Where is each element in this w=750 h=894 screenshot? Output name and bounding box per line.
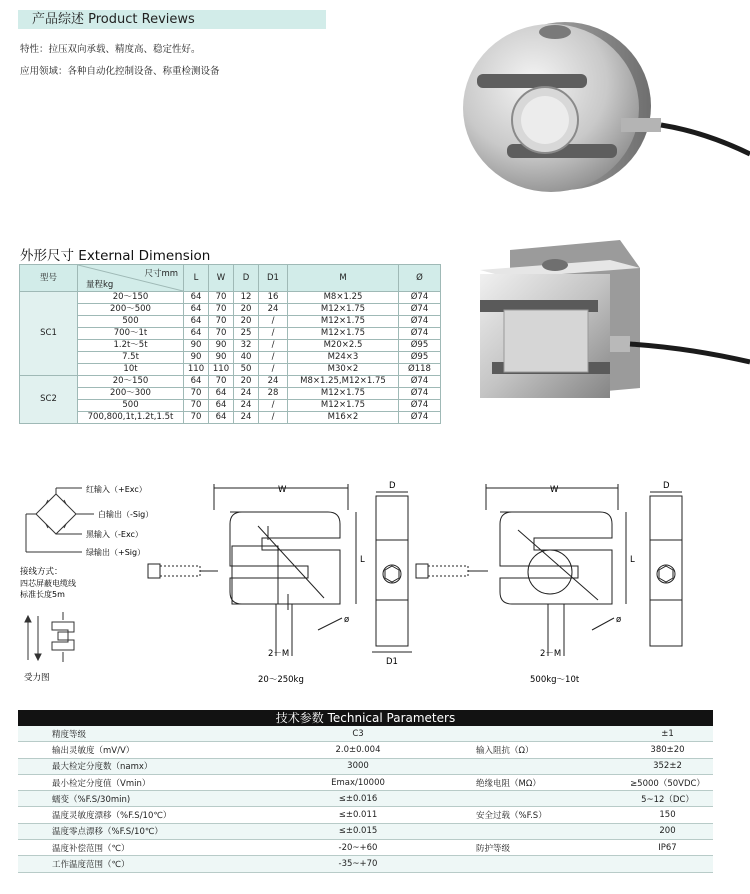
parameter-cell-d: 352±2	[622, 758, 713, 774]
dimension-cell-phi: Ø74	[399, 388, 441, 400]
dimension-cell-L: 70	[184, 400, 209, 412]
wire-green-label: 绿输出（+Sig）	[86, 548, 146, 557]
dimension-cell-range: 700～1t	[78, 328, 184, 340]
parameter-cell-d: ±1	[622, 726, 713, 742]
col-M: M	[288, 265, 399, 292]
dimension-cell-range: 200～300	[78, 388, 184, 400]
parameter-row	[18, 856, 713, 872]
parameter-cell-b: ≤±0.011	[274, 807, 442, 823]
cable-length-label: 标准长度5m	[20, 590, 65, 599]
parameter-cell-b: 3000	[274, 758, 442, 774]
dimension-cell-M: M12×1.75	[288, 328, 399, 340]
range-unit-label: 量程kg	[86, 280, 114, 290]
dimension-cell-D: 24	[234, 388, 259, 400]
technical-drawings	[18, 470, 718, 690]
model-header: 型号	[20, 265, 78, 292]
dim-phi-large: ø	[616, 615, 622, 625]
parameter-cell-c	[442, 856, 622, 872]
external-dimension-heading: 外形尺寸 External Dimension	[20, 248, 211, 264]
dim-M-large: 2－M	[540, 649, 562, 659]
side-view-small	[372, 492, 412, 652]
model-cell: SC2	[20, 376, 78, 424]
dim-D1-small: D1	[386, 657, 398, 667]
parameter-cell-c	[442, 823, 622, 839]
force-diagram-label: 受力图	[24, 673, 50, 683]
parameter-row	[18, 823, 713, 839]
dimension-cell-M: M8×1.25	[288, 292, 399, 304]
dimension-cell-D: 40	[234, 352, 259, 364]
dimension-cell-L: 64	[184, 376, 209, 388]
dimension-cell-D1: /	[259, 400, 288, 412]
front-view-large	[416, 484, 626, 656]
dimension-cell-D1: /	[259, 364, 288, 376]
dimension-cell-W: 70	[209, 328, 234, 340]
dimension-cell-range: 500	[78, 400, 184, 412]
parameter-cell-c: 输入阻抗（Ω）	[442, 742, 622, 758]
model-cell: SC1	[20, 292, 78, 376]
dimension-row	[20, 352, 441, 364]
parameter-row	[18, 840, 713, 856]
parameter-cell-d: IP67	[622, 840, 713, 856]
dimension-cell-M: M12×1.75	[288, 304, 399, 316]
cable-type-label: 四芯屏蔽电缆线	[20, 579, 76, 588]
parameter-cell-b: ≤±0.016	[274, 791, 442, 807]
dimension-cell-W: 70	[209, 304, 234, 316]
dimension-cell-W: 90	[209, 340, 234, 352]
dimension-cell-phi: Ø74	[399, 316, 441, 328]
dimension-row	[20, 364, 441, 376]
dimension-cell-D1: 24	[259, 376, 288, 388]
parameter-row	[18, 774, 713, 790]
dimension-table	[19, 264, 441, 424]
dimension-cell-D1: /	[259, 352, 288, 364]
parameter-cell-c: 绝缘电阻（MΩ）	[442, 774, 622, 790]
dimension-row	[20, 304, 441, 316]
parameter-cell-b: Emax/10000	[274, 774, 442, 790]
parameter-cell-a: 输出灵敏度（mV/V）	[18, 742, 274, 758]
dimension-cell-D1: /	[259, 328, 288, 340]
dimension-cell-L: 110	[184, 364, 209, 376]
dimension-row	[20, 328, 441, 340]
wire-white-label: 白输出（-Sig）	[98, 510, 154, 519]
dimension-cell-D: 50	[234, 364, 259, 376]
dimension-cell-D1: 16	[259, 292, 288, 304]
dimension-cell-range: 10t	[78, 364, 184, 376]
parameter-cell-d	[622, 856, 713, 872]
dimension-cell-L: 64	[184, 316, 209, 328]
dimension-cell-D1: /	[259, 340, 288, 352]
dimension-cell-D: 32	[234, 340, 259, 352]
parameter-cell-d: 200	[622, 823, 713, 839]
parameter-cell-d: 5~12（DC）	[622, 791, 713, 807]
caption-large-range: 500kg～10t	[530, 675, 580, 685]
parameter-cell-b: -20~+60	[274, 840, 442, 856]
front-view-small	[148, 484, 356, 656]
dimension-cell-W: 64	[209, 388, 234, 400]
force-diagram	[25, 612, 74, 662]
parameter-cell-d: 150	[622, 807, 713, 823]
parameter-cell-a: 精度等级	[18, 726, 274, 742]
parameter-row	[18, 726, 713, 742]
col-W: W	[209, 265, 234, 292]
dimension-cell-M: M8×1.25,M12×1.75	[288, 376, 399, 388]
dimension-cell-D: 20	[234, 316, 259, 328]
parameter-row	[18, 742, 713, 758]
dimension-cell-D1: 24	[259, 304, 288, 316]
load-cell-photo-sbeam	[470, 238, 750, 403]
dimension-cell-L: 64	[184, 304, 209, 316]
dimension-row	[20, 316, 441, 328]
dimension-cell-L: 90	[184, 340, 209, 352]
application-text: 应用领域：各种自动化控制设备、称重检测设备	[20, 66, 220, 77]
dimension-cell-D1: /	[259, 412, 288, 424]
dimension-header-row	[20, 265, 441, 292]
parameter-cell-a: 最大检定分度数（namx）	[18, 758, 274, 774]
dimension-cell-phi: Ø118	[399, 364, 441, 376]
dimension-cell-range: 500	[78, 316, 184, 328]
parameter-cell-a: 温度灵敏度漂移（%F.S/10℃）	[18, 807, 274, 823]
dimension-cell-W: 64	[209, 400, 234, 412]
dimension-cell-L: 90	[184, 352, 209, 364]
dimension-cell-phi: Ø74	[399, 292, 441, 304]
caption-small-range: 20～250kg	[258, 675, 304, 685]
dim-M-small: 2－M	[268, 649, 290, 659]
dimension-cell-M: M12×1.75	[288, 400, 399, 412]
parameter-row	[18, 807, 713, 823]
parameter-cell-a: 最小检定分度值（Vmin）	[18, 774, 274, 790]
parameter-row	[18, 791, 713, 807]
dim-D-small: D	[389, 481, 396, 491]
parameters-table	[18, 726, 713, 873]
col-phi: Ø	[399, 265, 441, 292]
size-unit-label: 尺寸mm	[144, 269, 178, 279]
dimension-row	[20, 412, 441, 424]
col-D1: D1	[259, 265, 288, 292]
dimension-cell-range: 1.2t～5t	[78, 340, 184, 352]
parameter-cell-c	[442, 791, 622, 807]
dimension-cell-L: 70	[184, 412, 209, 424]
dimension-cell-D: 20	[234, 376, 259, 388]
dim-L-large: L	[630, 555, 635, 565]
wire-red-label: 红输入（+Exc）	[86, 485, 147, 494]
dim-D-large: D	[663, 481, 670, 491]
dim-phi-small: ø	[344, 615, 350, 625]
parameter-cell-c: 防护等级	[442, 840, 622, 856]
parameter-row	[18, 758, 713, 774]
dimension-cell-D: 24	[234, 400, 259, 412]
dimension-cell-D1: /	[259, 316, 288, 328]
dimension-cell-range: 7.5t	[78, 352, 184, 364]
dimension-cell-D: 25	[234, 328, 259, 340]
dimension-cell-W: 90	[209, 352, 234, 364]
technical-parameters-title: 技术参数 Technical Parameters	[18, 710, 713, 726]
dimension-cell-phi: Ø95	[399, 352, 441, 364]
load-cell-photo-round	[455, 14, 750, 199]
dimension-row	[20, 388, 441, 400]
dimension-cell-phi: Ø74	[399, 412, 441, 424]
dimension-cell-M: M20×2.5	[288, 340, 399, 352]
dimension-cell-M: M12×1.75	[288, 316, 399, 328]
dimension-cell-range: 20～150	[78, 376, 184, 388]
dimension-cell-M: M30×2	[288, 364, 399, 376]
col-D: D	[234, 265, 259, 292]
dimension-cell-W: 70	[209, 292, 234, 304]
dimension-cell-W: 64	[209, 412, 234, 424]
dimension-row	[20, 376, 441, 388]
dimension-row	[20, 400, 441, 412]
wiring-method-label: 接线方式：	[20, 567, 63, 577]
dimension-cell-phi: Ø74	[399, 328, 441, 340]
parameter-cell-c: 安全过载（%F.S）	[442, 807, 622, 823]
dimension-cell-phi: Ø74	[399, 304, 441, 316]
parameter-cell-a: 工作温度范围（℃）	[18, 856, 274, 872]
dimension-cell-W: 110	[209, 364, 234, 376]
dimension-cell-L: 64	[184, 292, 209, 304]
parameter-cell-d: ≥5000（50VDC）	[622, 774, 713, 790]
dimension-cell-range: 20～150	[78, 292, 184, 304]
parameter-cell-c	[442, 726, 622, 742]
parameter-cell-a: 温度零点漂移（%F.S/10℃）	[18, 823, 274, 839]
dimension-cell-D: 24	[234, 412, 259, 424]
dimension-cell-phi: Ø74	[399, 400, 441, 412]
parameter-cell-b: ≤±0.015	[274, 823, 442, 839]
parameter-cell-b: 2.0±0.004	[274, 742, 442, 758]
dim-W-small: W	[278, 485, 287, 495]
side-view-large	[650, 492, 682, 646]
dimension-cell-phi: Ø95	[399, 340, 441, 352]
dimension-cell-M: M12×1.75	[288, 388, 399, 400]
dimension-cell-range: 200～500	[78, 304, 184, 316]
dimension-cell-phi: Ø74	[399, 376, 441, 388]
dim-L-small: L	[360, 555, 365, 565]
dimension-cell-range: 700,800,1t,1.2t,1.5t	[78, 412, 184, 424]
parameter-cell-b: -35~+70	[274, 856, 442, 872]
dimension-row	[20, 340, 441, 352]
dimension-cell-L: 64	[184, 328, 209, 340]
wire-black-label: 黑输入（-Exc）	[86, 530, 143, 539]
technical-parameters	[18, 710, 713, 873]
parameter-cell-b: C3	[274, 726, 442, 742]
dimension-row	[20, 292, 441, 304]
wiring-bridge-diagram	[26, 488, 94, 552]
range-size-header	[78, 265, 184, 292]
product-reviews-heading: 产品综述 Product Reviews	[18, 10, 326, 29]
dimension-cell-W: 70	[209, 376, 234, 388]
dimension-cell-D: 20	[234, 304, 259, 316]
dimension-cell-M: M24×3	[288, 352, 399, 364]
dimension-cell-D: 12	[234, 292, 259, 304]
col-L: L	[184, 265, 209, 292]
feature-text: 特性：拉压双向承载、精度高、稳定性好。	[20, 44, 201, 55]
parameter-cell-a: 温度补偿范围（℃）	[18, 840, 274, 856]
dim-W-large: W	[550, 485, 559, 495]
dimension-cell-W: 70	[209, 316, 234, 328]
parameter-cell-c	[442, 758, 622, 774]
parameter-cell-d: 380±20	[622, 742, 713, 758]
parameter-cell-a: 蠕变（%F.S/30min)	[18, 791, 274, 807]
dimension-cell-M: M16×2	[288, 412, 399, 424]
dimension-cell-D1: 28	[259, 388, 288, 400]
dimension-cell-L: 70	[184, 388, 209, 400]
